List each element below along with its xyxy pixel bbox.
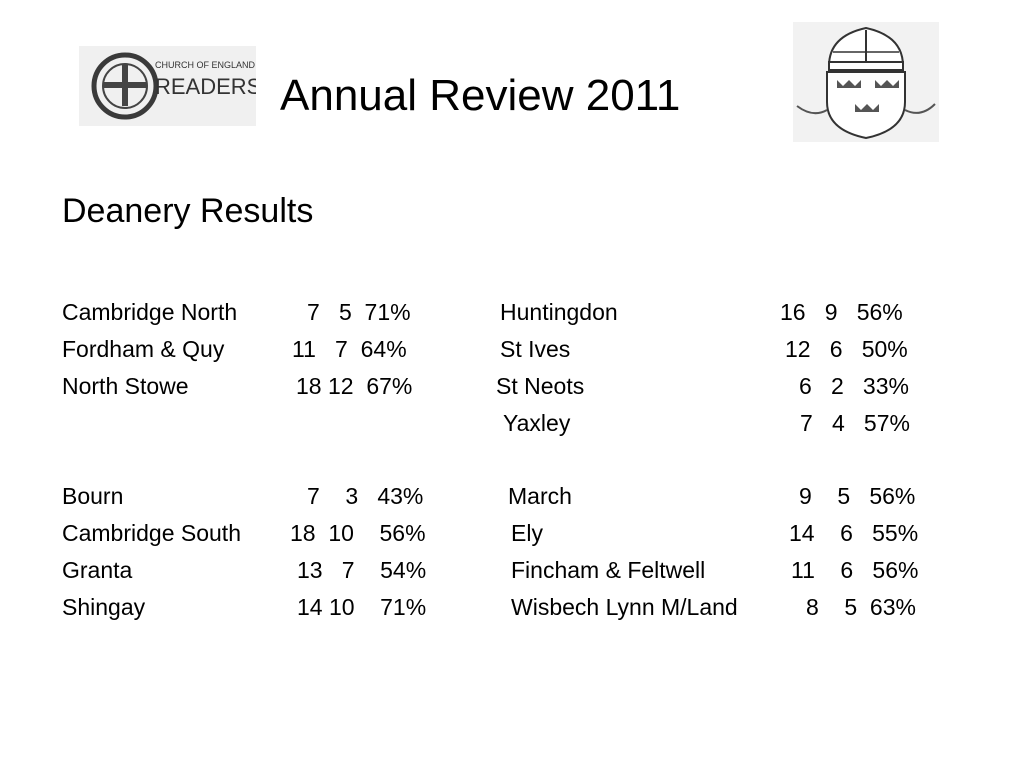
deanery-stats: 7 3 43% — [307, 483, 424, 509]
logo-text-top: CHURCH OF ENGLAND — [155, 60, 256, 70]
deanery-stats: 16 9 56% — [780, 299, 903, 325]
deanery-name: Huntingdon — [500, 299, 618, 325]
deanery-stats: 8 5 63% — [806, 594, 916, 620]
deanery-name: Shingay — [62, 594, 146, 620]
deanery-name: North Stowe — [62, 373, 189, 399]
deanery-stats: 18 10 56% — [290, 520, 426, 546]
deanery-name: Ely — [511, 520, 543, 546]
deanery-name: St Ives — [500, 336, 571, 362]
deanery-stats: 7 4 57% — [800, 410, 910, 436]
page-title: Annual Review 2011 — [280, 71, 681, 120]
deanery-stats: 14 10 71% — [297, 594, 427, 620]
logo-text-main: READERS — [155, 74, 256, 99]
deanery-name: Fordham & Quy — [62, 336, 225, 362]
deanery-stats: 18 12 67% — [296, 373, 413, 399]
section-heading: Deanery Results — [62, 192, 314, 230]
deanery-name: Wisbech Lynn M/Land — [511, 594, 738, 620]
deanery-stats: 12 6 50% — [785, 336, 908, 362]
deanery-stats: 13 7 54% — [297, 557, 427, 583]
deanery-stats: 7 5 71% — [307, 299, 411, 325]
deanery-name: Granta — [62, 557, 133, 583]
deanery-stats: 9 5 56% — [799, 483, 916, 509]
deanery-name: Fincham & Feltwell — [511, 557, 706, 583]
deanery-name: Bourn — [62, 483, 124, 509]
readers-logo-graphic — [79, 46, 256, 126]
crest-icon — [793, 22, 939, 142]
deanery-name: March — [508, 483, 572, 509]
deanery-stats: 6 2 33% — [799, 373, 909, 399]
diocese-crest — [793, 22, 939, 142]
deanery-stats: 11 6 56% — [791, 557, 919, 583]
deanery-stats: 11 7 64% — [292, 336, 407, 362]
deanery-name: Yaxley — [503, 410, 571, 436]
readers-logo — [79, 46, 256, 126]
deanery-name: Cambridge South — [62, 520, 241, 546]
deanery-stats: 14 6 55% — [789, 520, 919, 546]
deanery-name: Cambridge North — [62, 299, 238, 325]
deanery-name: St Neots — [496, 373, 585, 399]
